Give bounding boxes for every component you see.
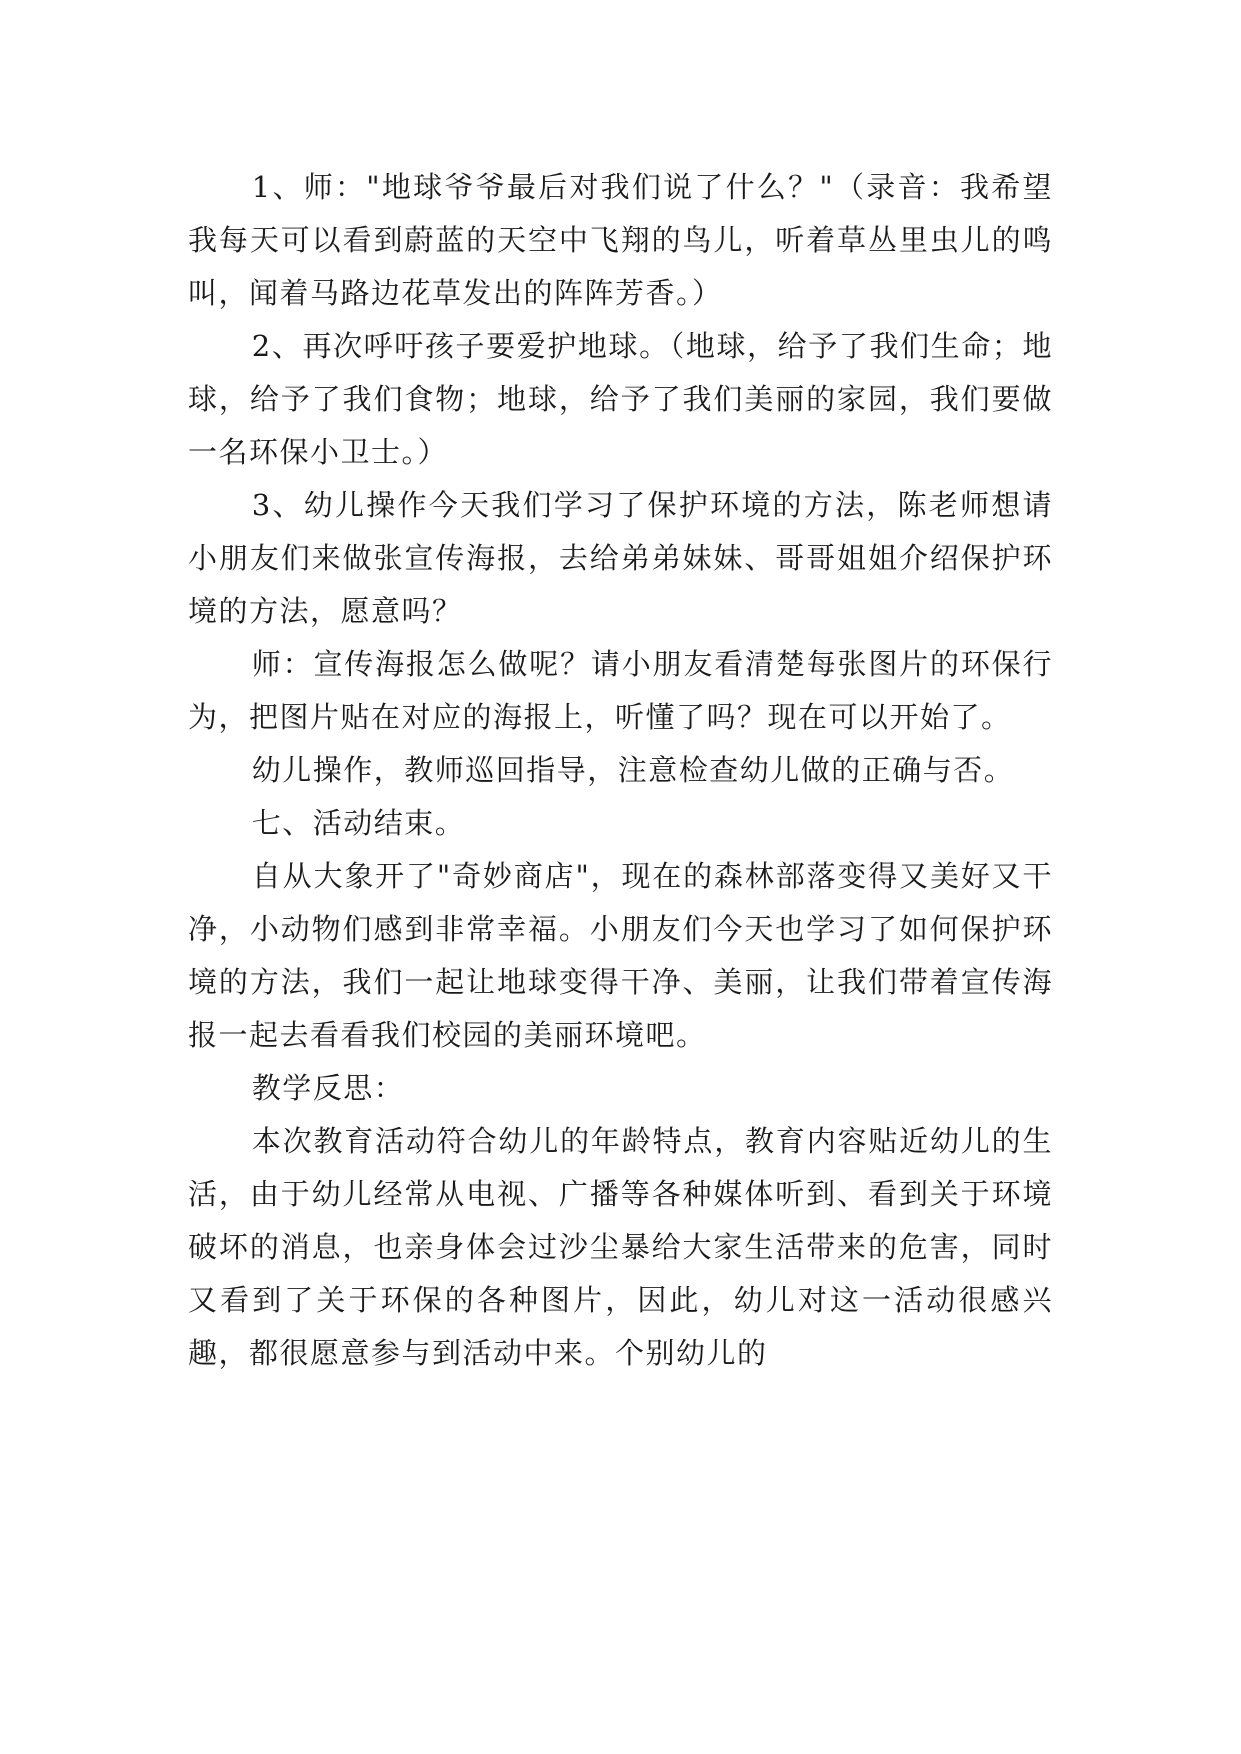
section-heading-reflection: 教学反思：	[251, 1071, 405, 1105]
paragraph-child-operation: 3、幼儿操作今天我们学习了保护环境的方法，陈老师想请小朋友们来做张宣传海报，去给弟弟妹妹、哥哥姐姐介绍保护环境的方法，愿意吗？	[188, 488, 1053, 628]
paragraph-activity-conclusion: 自从大象开了"奇妙商店"，现在的森林部落变得又美好又干净，小动物们感到非常幸福。小朋友们今天也学习了如何保护环境的方法，我们一起让地球变得干净、美丽，让我们带着宣传海报一起去看看我们校园的美丽环境吧。	[188, 859, 1053, 1052]
paragraph-teacher-guidance: 幼儿操作，教师巡回指导，注意检查幼儿做的正确与否。	[251, 753, 1015, 787]
paragraph-teacher-poster: 师：宣传海报怎么做呢？请小朋友看清楚每张图片的环保行为，把图片贴在对应的海报上，听懂了吗？现在可以开始了。	[188, 647, 1053, 734]
section-heading-activity-end: 七、活动结束。	[251, 806, 466, 840]
paragraph-reflection: 本次教育活动符合幼儿的年龄特点，教育内容贴近幼儿的生活，由于幼儿经常从电视、广播等各种媒体听到、看到关于环境破坏的消息，也亲身体会过沙尘暴给大家生活带来的危害，同时又看到了关于环保的各种图片，因此，幼儿对这一活动很感兴趣，都很愿意参与到活动中来。个别幼儿的	[188, 1124, 1053, 1370]
paragraph-recording-question: 1、师："地球爷爷最后对我们说了什么？"（录音：我希望我每天可以看到蔚蓝的天空中飞翔的鸟儿，听着草丛里虫儿的鸣叫，闻着马路边花草发出的阵阵芳香。）	[188, 170, 1053, 310]
paragraph-protect-earth: 2、再次呼吁孩子要爱护地球。（地球，给予了我们生命；地球，给予了我们食物；地球，给予了我们美丽的家园，我们要做一名环保小卫士。）	[188, 329, 1053, 469]
document-body	[188, 161, 1053, 1380]
